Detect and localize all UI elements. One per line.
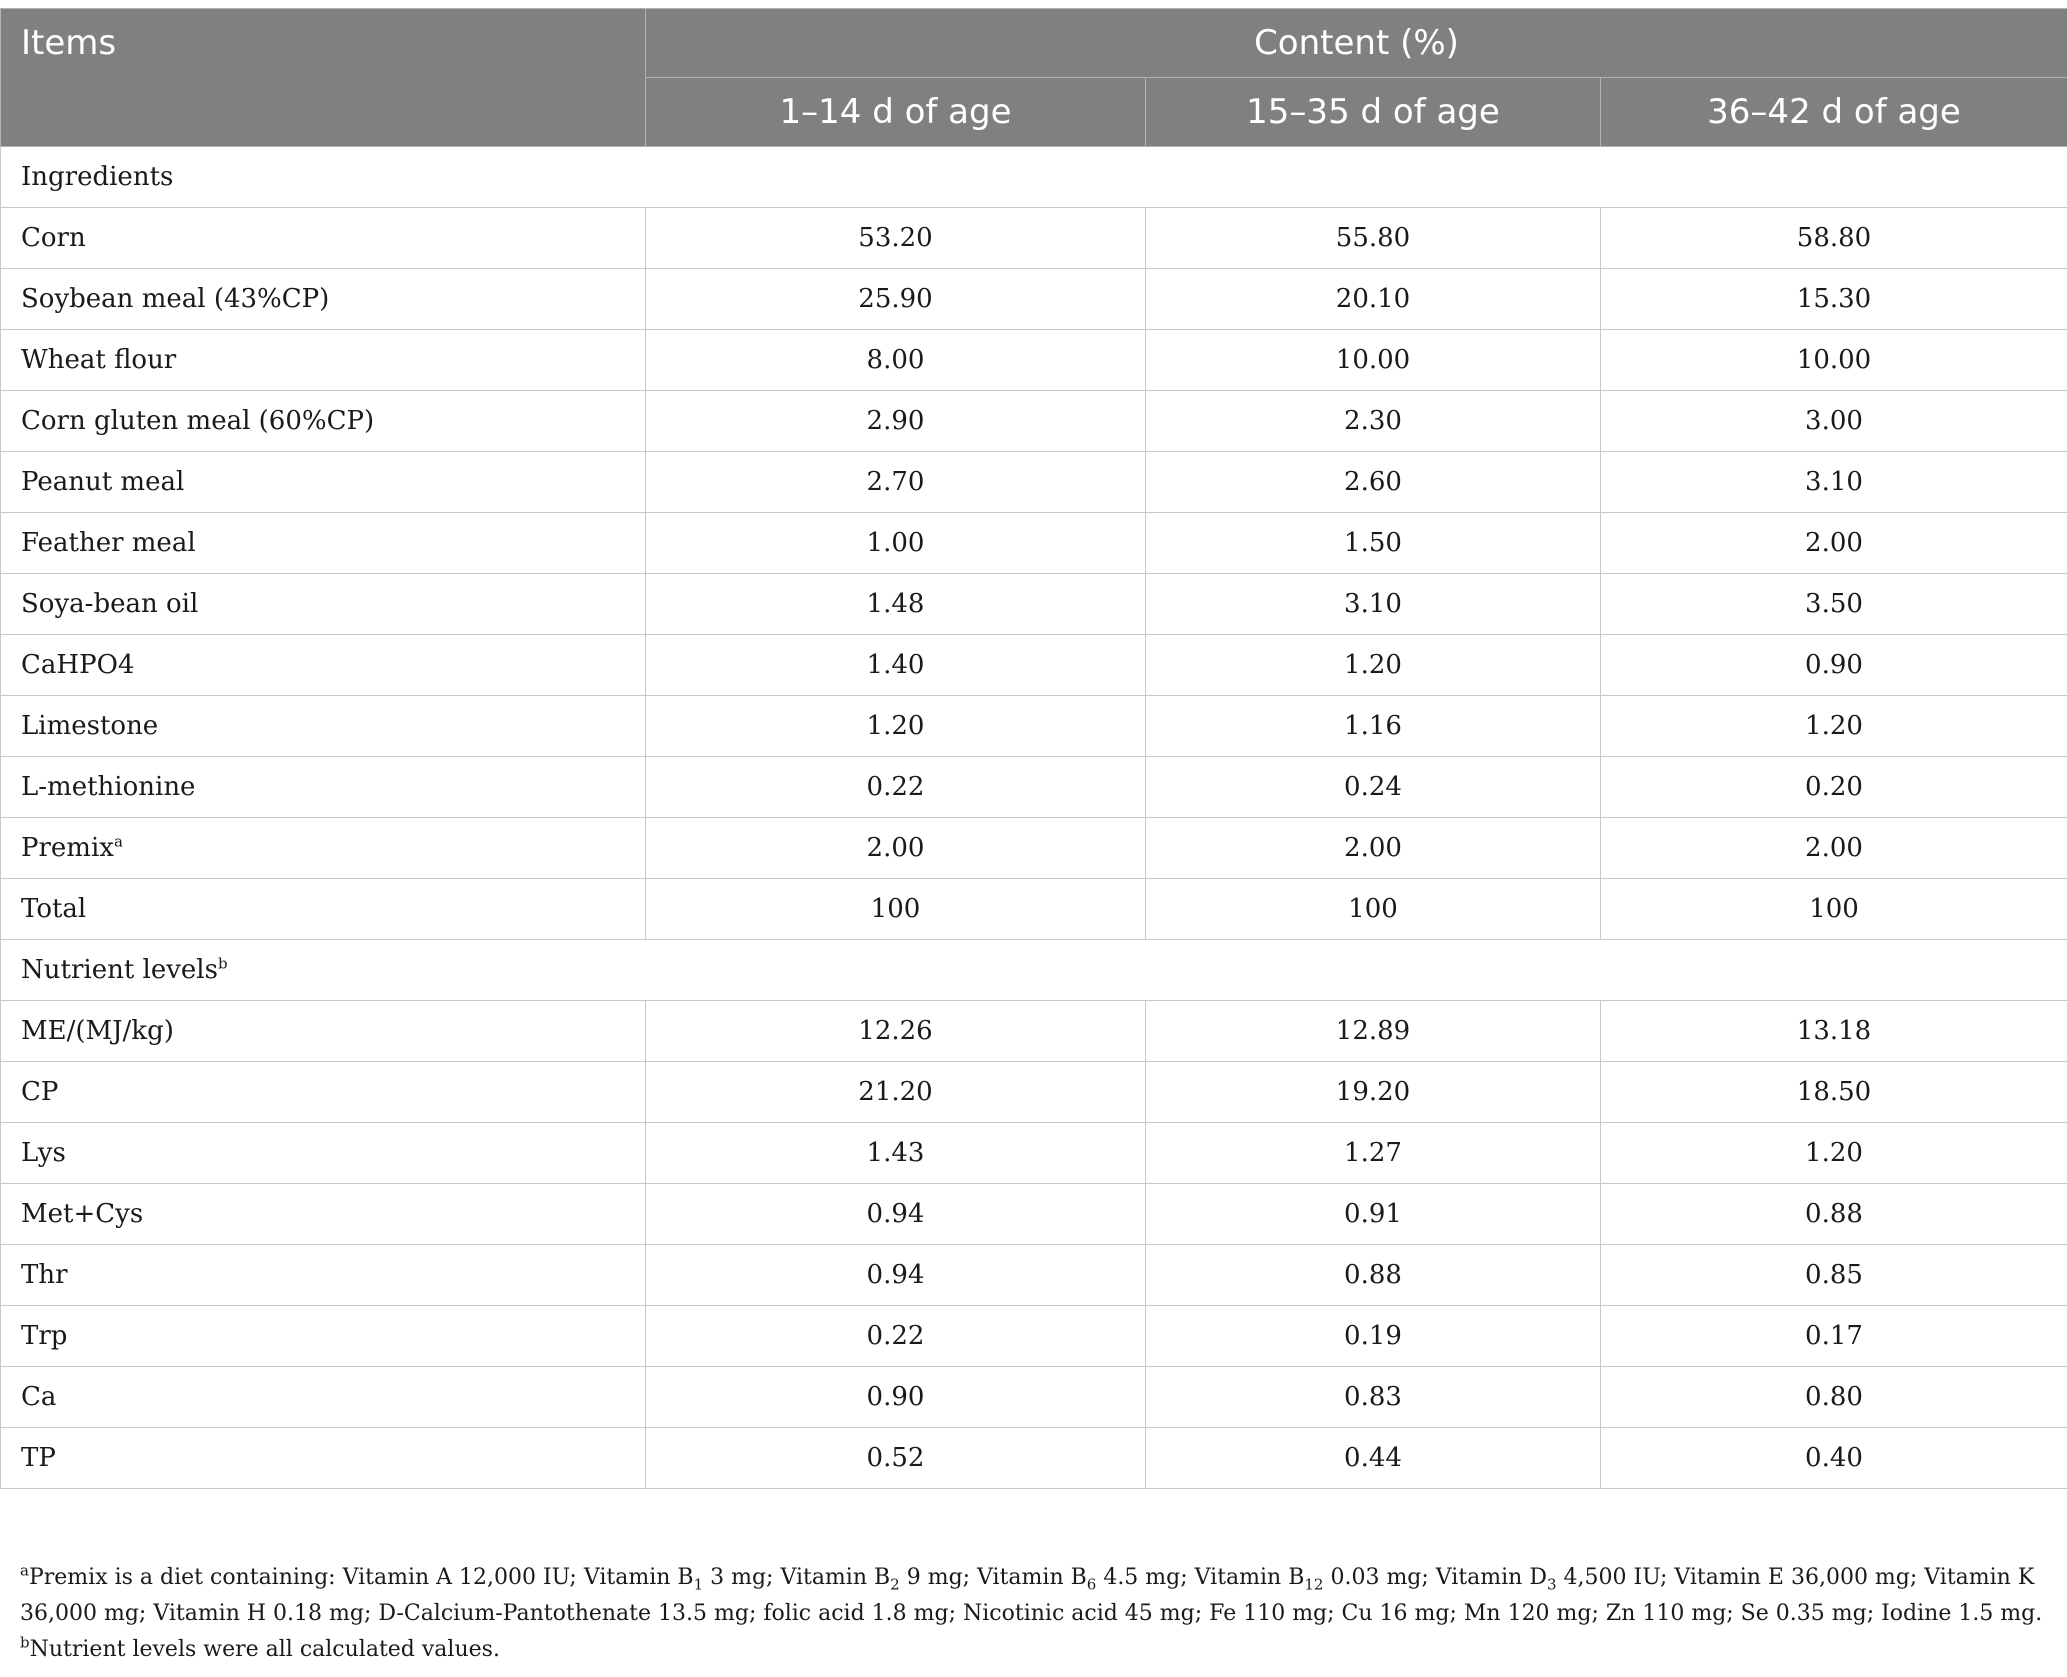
age-column-header: 15–35 d of age (1146, 78, 1601, 147)
section-title: Nutrient levels$^b$ (1, 940, 2067, 1001)
table-row (1, 1367, 2067, 1428)
cell-value: 1.00 (646, 513, 1146, 574)
age-column-header: 36–42 d of age (1601, 78, 2067, 147)
cell-value: 100 (1146, 879, 1601, 940)
cell-value: 13.18 (1601, 1001, 2067, 1062)
cell-value: 0.52 (646, 1428, 1146, 1489)
cell-value: 0.80 (1601, 1367, 2067, 1428)
row-label: Lys (1, 1123, 646, 1184)
cell-value: 19.20 (1146, 1062, 1601, 1123)
cell-value: 0.24 (1146, 757, 1601, 818)
cell-value: 12.89 (1146, 1001, 1601, 1062)
cell-value: 0.40 (1601, 1428, 2067, 1489)
cell-value: 21.20 (646, 1062, 1146, 1123)
cell-value: 1.27 (1146, 1123, 1601, 1184)
table-row (1, 818, 2067, 879)
table-row (1, 391, 2067, 452)
cell-value: 1.16 (1146, 696, 1601, 757)
cell-value: 0.88 (1601, 1184, 2067, 1245)
cell-value: 3.00 (1601, 391, 2067, 452)
table-row (1, 1062, 2067, 1123)
section-row (1, 147, 2067, 208)
row-label: Trp (1, 1306, 646, 1367)
row-label: Wheat flour (1, 330, 646, 391)
cell-value: 18.50 (1601, 1062, 2067, 1123)
cell-value: 0.90 (1601, 635, 2067, 696)
cell-value: 3.10 (1146, 574, 1601, 635)
cell-value: 0.91 (1146, 1184, 1601, 1245)
cell-value: 0.22 (646, 1306, 1146, 1367)
cell-value: 25.90 (646, 269, 1146, 330)
cell-value: 20.10 (1146, 269, 1601, 330)
cell-value: 1.20 (646, 696, 1146, 757)
table-header (1, 9, 2067, 147)
table-row (1, 574, 2067, 635)
cell-value: 1.20 (1601, 696, 2067, 757)
table-row (1, 1123, 2067, 1184)
table-row (1, 513, 2067, 574)
cell-value: 0.20 (1601, 757, 2067, 818)
cell-value: 1.20 (1601, 1123, 2067, 1184)
cell-value: 0.88 (1146, 1245, 1601, 1306)
table-row (1, 879, 2067, 940)
table-row (1, 1001, 2067, 1062)
cell-value: 3.10 (1601, 452, 2067, 513)
table-row (1, 330, 2067, 391)
table-body (1, 147, 2067, 1489)
row-label: Met+Cys (1, 1184, 646, 1245)
cell-value: 0.44 (1146, 1428, 1601, 1489)
row-label: Premix$^a$ (1, 818, 646, 879)
row-label: CaHPO4 (1, 635, 646, 696)
cell-value: 2.00 (1146, 818, 1601, 879)
cell-value: 100 (646, 879, 1146, 940)
row-label: ME/(MJ/kg) (1, 1001, 646, 1062)
cell-value: 55.80 (1146, 208, 1601, 269)
row-label: CP (1, 1062, 646, 1123)
row-label: Total (1, 879, 646, 940)
footnote-a: $^a$Premix is a diet containing: Vitamin A 12,000 IU; Vitamin $B_1$ 3 mg; Vitamin $B_2$ 9 mg; Vitamin $B_6$ 4.5 mg; Vitamin $B_{12}$ 0.03 mg; Vitamin $D_3$ 4,500 IU; Vitamin E 36,000 mg; Vitamin K 36,000 mg; Vitamin H 0.18 mg; D-Calcium-Pantothenate 13.5 mg; folic acid 1.8 mg; Nicotinic acid 45 mg; Fe 110 mg; Cu 16 mg; Mn 120 mg; Zn 110 mg; Se 0.35 mg; Iodine 1.5 mg. (20, 1561, 2043, 1626)
footnote-b: $^b$Nutrient levels were all calculated values. (20, 1633, 500, 1662)
table-row (1, 635, 2067, 696)
cell-value: 0.19 (1146, 1306, 1601, 1367)
cell-value: 0.85 (1601, 1245, 2067, 1306)
row-label: Limestone (1, 696, 646, 757)
items-header: Items (1, 9, 646, 147)
cell-value: 2.00 (1601, 818, 2067, 879)
cell-value: 10.00 (1601, 330, 2067, 391)
table-row (1, 1306, 2067, 1367)
cell-value: 58.80 (1601, 208, 2067, 269)
cell-value: 0.94 (646, 1245, 1146, 1306)
row-label: Corn (1, 208, 646, 269)
content-percent-header: Content (%) (646, 9, 2067, 78)
table-row (1, 452, 2067, 513)
cell-value: 0.90 (646, 1367, 1146, 1428)
cell-value: 0.94 (646, 1184, 1146, 1245)
row-label: L-methionine (1, 757, 646, 818)
table-row (1, 757, 2067, 818)
cell-value: 1.40 (646, 635, 1146, 696)
cell-value: 0.17 (1601, 1306, 2067, 1367)
row-label: Corn gluten meal (60%CP) (1, 391, 646, 452)
table-row (1, 1245, 2067, 1306)
table-row (1, 269, 2067, 330)
cell-value: 2.90 (646, 391, 1146, 452)
table-row (1, 1184, 2067, 1245)
diet-composition-table (0, 8, 2067, 1489)
cell-value: 1.50 (1146, 513, 1601, 574)
cell-value: 3.50 (1601, 574, 2067, 635)
row-label: Ca (1, 1367, 646, 1428)
row-label: Soya-bean oil (1, 574, 646, 635)
cell-value: 1.20 (1146, 635, 1601, 696)
cell-value: 0.22 (646, 757, 1146, 818)
section-row (1, 940, 2067, 1001)
table-row (1, 1428, 2067, 1489)
cell-value: 0.83 (1146, 1367, 1601, 1428)
row-label: TP (1, 1428, 646, 1489)
cell-value: 15.30 (1601, 269, 2067, 330)
cell-value: 2.70 (646, 452, 1146, 513)
table-row (1, 208, 2067, 269)
cell-value: 100 (1601, 879, 2067, 940)
cell-value: 12.26 (646, 1001, 1146, 1062)
row-label: Thr (1, 1245, 646, 1306)
age-column-header: 1–14 d of age (646, 78, 1146, 147)
row-label: Feather meal (1, 513, 646, 574)
table-row (1, 696, 2067, 757)
cell-value: 2.30 (1146, 391, 1601, 452)
footnotes (20, 1560, 2050, 1668)
cell-value: 2.00 (1601, 513, 2067, 574)
cell-value: 53.20 (646, 208, 1146, 269)
cell-value: 1.43 (646, 1123, 1146, 1184)
cell-value: 10.00 (1146, 330, 1601, 391)
cell-value: 8.00 (646, 330, 1146, 391)
cell-value: 2.60 (1146, 452, 1601, 513)
section-title: Ingredients (1, 147, 2067, 208)
cell-value: 2.00 (646, 818, 1146, 879)
row-label: Peanut meal (1, 452, 646, 513)
row-label: Soybean meal (43%CP) (1, 269, 646, 330)
cell-value: 1.48 (646, 574, 1146, 635)
